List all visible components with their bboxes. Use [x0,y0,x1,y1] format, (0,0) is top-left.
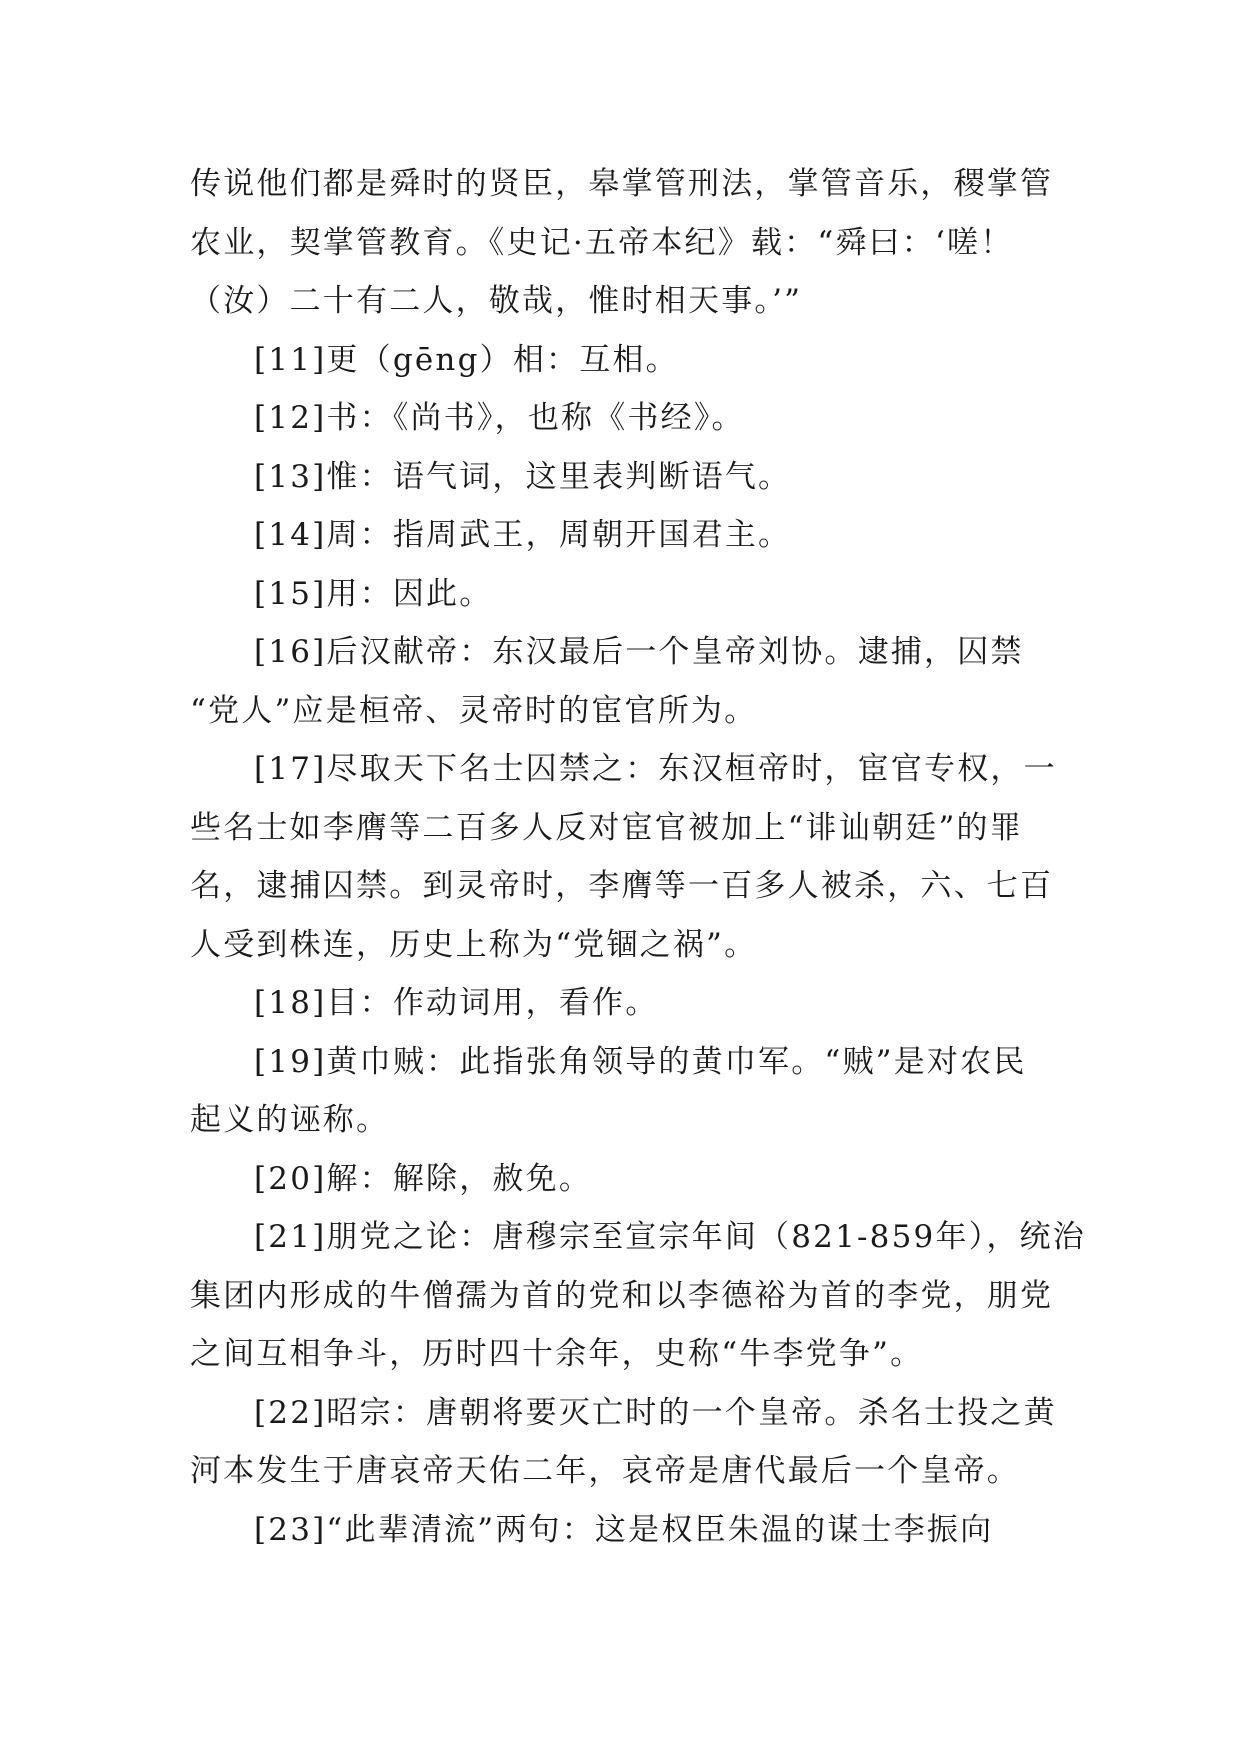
footnote-22: [22]昭宗：唐朝将要灭亡时的一个皇帝。杀名士投之黄 [254,1394,1057,1431]
footnote-19: [19]黄巾贼：此指张角领导的黄巾军。“贼”是对农民 [254,1043,1027,1080]
text-line: 集团内形成的牛僧孺为首的党和以李德裕为首的李党，朋党 [190,1277,1054,1314]
text-line: 名，逮捕囚禁。到灵帝时，李膺等一百多人被杀，六、七百 [190,868,1054,904]
text-line: 些名士如李膺等二百多人反对宦官被加上“诽讪朝廷”的罪 [190,809,1023,846]
annotation-text-block [190,155,1086,1559]
footnote-23: [23]“此辈清流”两句：这是权臣朱温的谋士李振向 [254,1511,994,1548]
footnote-15: [15]用：因此。 [254,575,493,612]
footnote-18: [18]目：作动词用，看作。 [254,985,659,1021]
text-line: 农业，契掌管教育。《史记·五帝本纪》载：“舜曰：‘嗟！ [190,224,1014,261]
footnote-13: [13]惟：语气词，这里表判断语气。 [254,458,792,495]
footnote-14: [14]周：指周武王，周朝开国君主。 [254,517,792,553]
footnote-20: [20]解：解除，赦免。 [254,1160,593,1197]
text-line: 传说他们都是舜时的贤臣，皋掌管刑法，掌管音乐，稷掌管 [190,166,1054,202]
footnote-17: [17]尽取天下名士囚禁之：东汉桓帝时，宦官专权，一 [254,751,1057,787]
footnote-12: [12]书：《尚书》，也称《书经》。 [254,400,745,436]
text-line: “党人”应是桓帝、灵帝时的宦官所为。 [190,692,758,729]
footnote-11: [11]更（gēng）相：互相。 [254,341,679,378]
footnote-21: [21]朋党之论：唐穆宗至宣宗年间（821-859年），统治 [254,1219,1086,1255]
text-line: 起义的诬称。 [190,1102,390,1138]
text-line: 之间互相争斗，历时四十余年，史称“牛李党争”。 [190,1336,924,1372]
text-line: 河本发生于唐哀帝天佑二年，哀帝是唐代最后一个皇帝。 [190,1453,1020,1489]
text-line: 人受到株连，历史上称为“党锢之祸”。 [190,926,758,963]
text-line: （汝）二十有二人，敬哉，惟时相天事。’” [190,283,803,319]
footnote-16: [16]后汉献帝：东汉最后一个皇帝刘协。逮捕，囚禁 [254,634,1024,670]
